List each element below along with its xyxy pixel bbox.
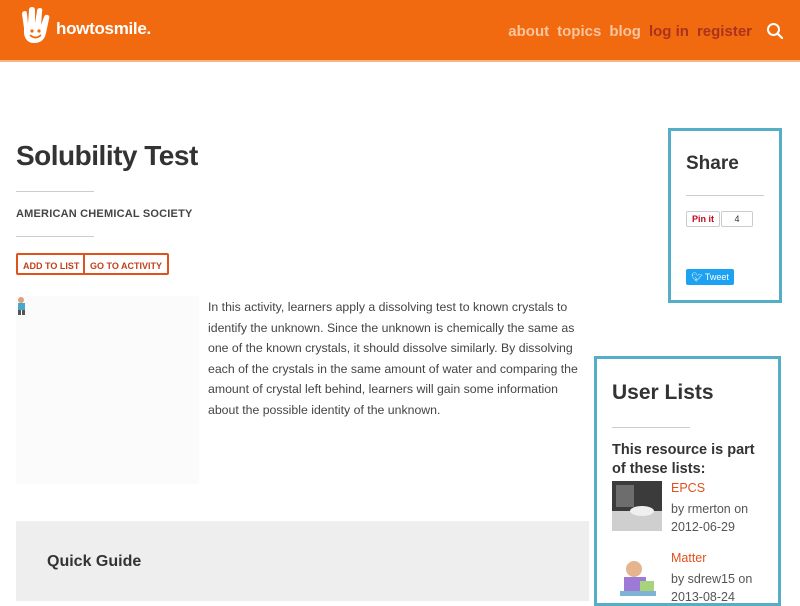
tweet-button[interactable] <box>686 269 734 285</box>
site-logo[interactable] <box>18 6 151 51</box>
tweet-label: Tweet <box>704 272 729 282</box>
site-header <box>0 0 800 62</box>
pinterest-button[interactable]: Pin it <box>686 211 720 227</box>
nav-about[interactable]: about <box>508 22 550 40</box>
user-lists-divider <box>612 427 690 428</box>
list-author: by rmerton on 2012-06-29 <box>671 502 749 534</box>
nav-login[interactable]: log in <box>648 22 689 40</box>
title-divider <box>16 191 94 192</box>
user-lists-subtitle: This resource is part of these lists: <box>612 442 755 477</box>
user-lists-panel <box>594 356 781 606</box>
search-icon[interactable] <box>766 22 784 40</box>
share-panel <box>668 128 782 303</box>
list-name[interactable]: Matter <box>671 551 707 565</box>
nav-blog[interactable]: blog <box>609 22 641 40</box>
resource-description: In this activity, learners apply a dissolving test to known crystals to identify the unknown. Since the unknown is chemically the same as one of the known crystals, it should dissolve similarly. By dissolving each of the crystals in the same amount of water and comparing the amount of crystal left behind, learners will gain some information about the possible identity of the unknown. <box>208 300 578 417</box>
user-lists-title: User Lists <box>612 381 714 404</box>
go-to-activity-button[interactable]: GO TO ACTIVITY <box>83 253 169 275</box>
nav-register[interactable]: register <box>696 22 752 40</box>
logo-text: howtosmile. <box>56 18 151 38</box>
resource-thumbnail <box>16 296 199 484</box>
add-to-list-button[interactable]: ADD TO LIST <box>16 253 86 275</box>
pin-count: 4 <box>721 211 753 227</box>
quick-guide-title: Quick Guide <box>47 553 142 570</box>
page-title: Solubility Test <box>16 140 198 171</box>
share-divider <box>686 195 764 196</box>
organization-name[interactable]: AMERICAN CHEMICAL SOCIETY <box>16 208 193 220</box>
main-nav <box>500 22 784 40</box>
scientist-figure-icon <box>16 296 28 316</box>
twitter-bird-icon: 🐦︎ <box>691 272 703 282</box>
nav-topics[interactable]: topics <box>557 22 602 40</box>
quick-guide-panel <box>16 521 589 601</box>
list-author: by sdrew15 on 2013-08-24 <box>671 572 753 604</box>
org-divider <box>16 236 94 237</box>
list-thumbnail[interactable] <box>612 481 662 531</box>
share-title: Share <box>686 153 739 174</box>
list-thumbnail[interactable] <box>612 551 662 601</box>
list-name[interactable]: EPCS <box>671 481 706 495</box>
hand-smile-icon <box>18 6 52 51</box>
